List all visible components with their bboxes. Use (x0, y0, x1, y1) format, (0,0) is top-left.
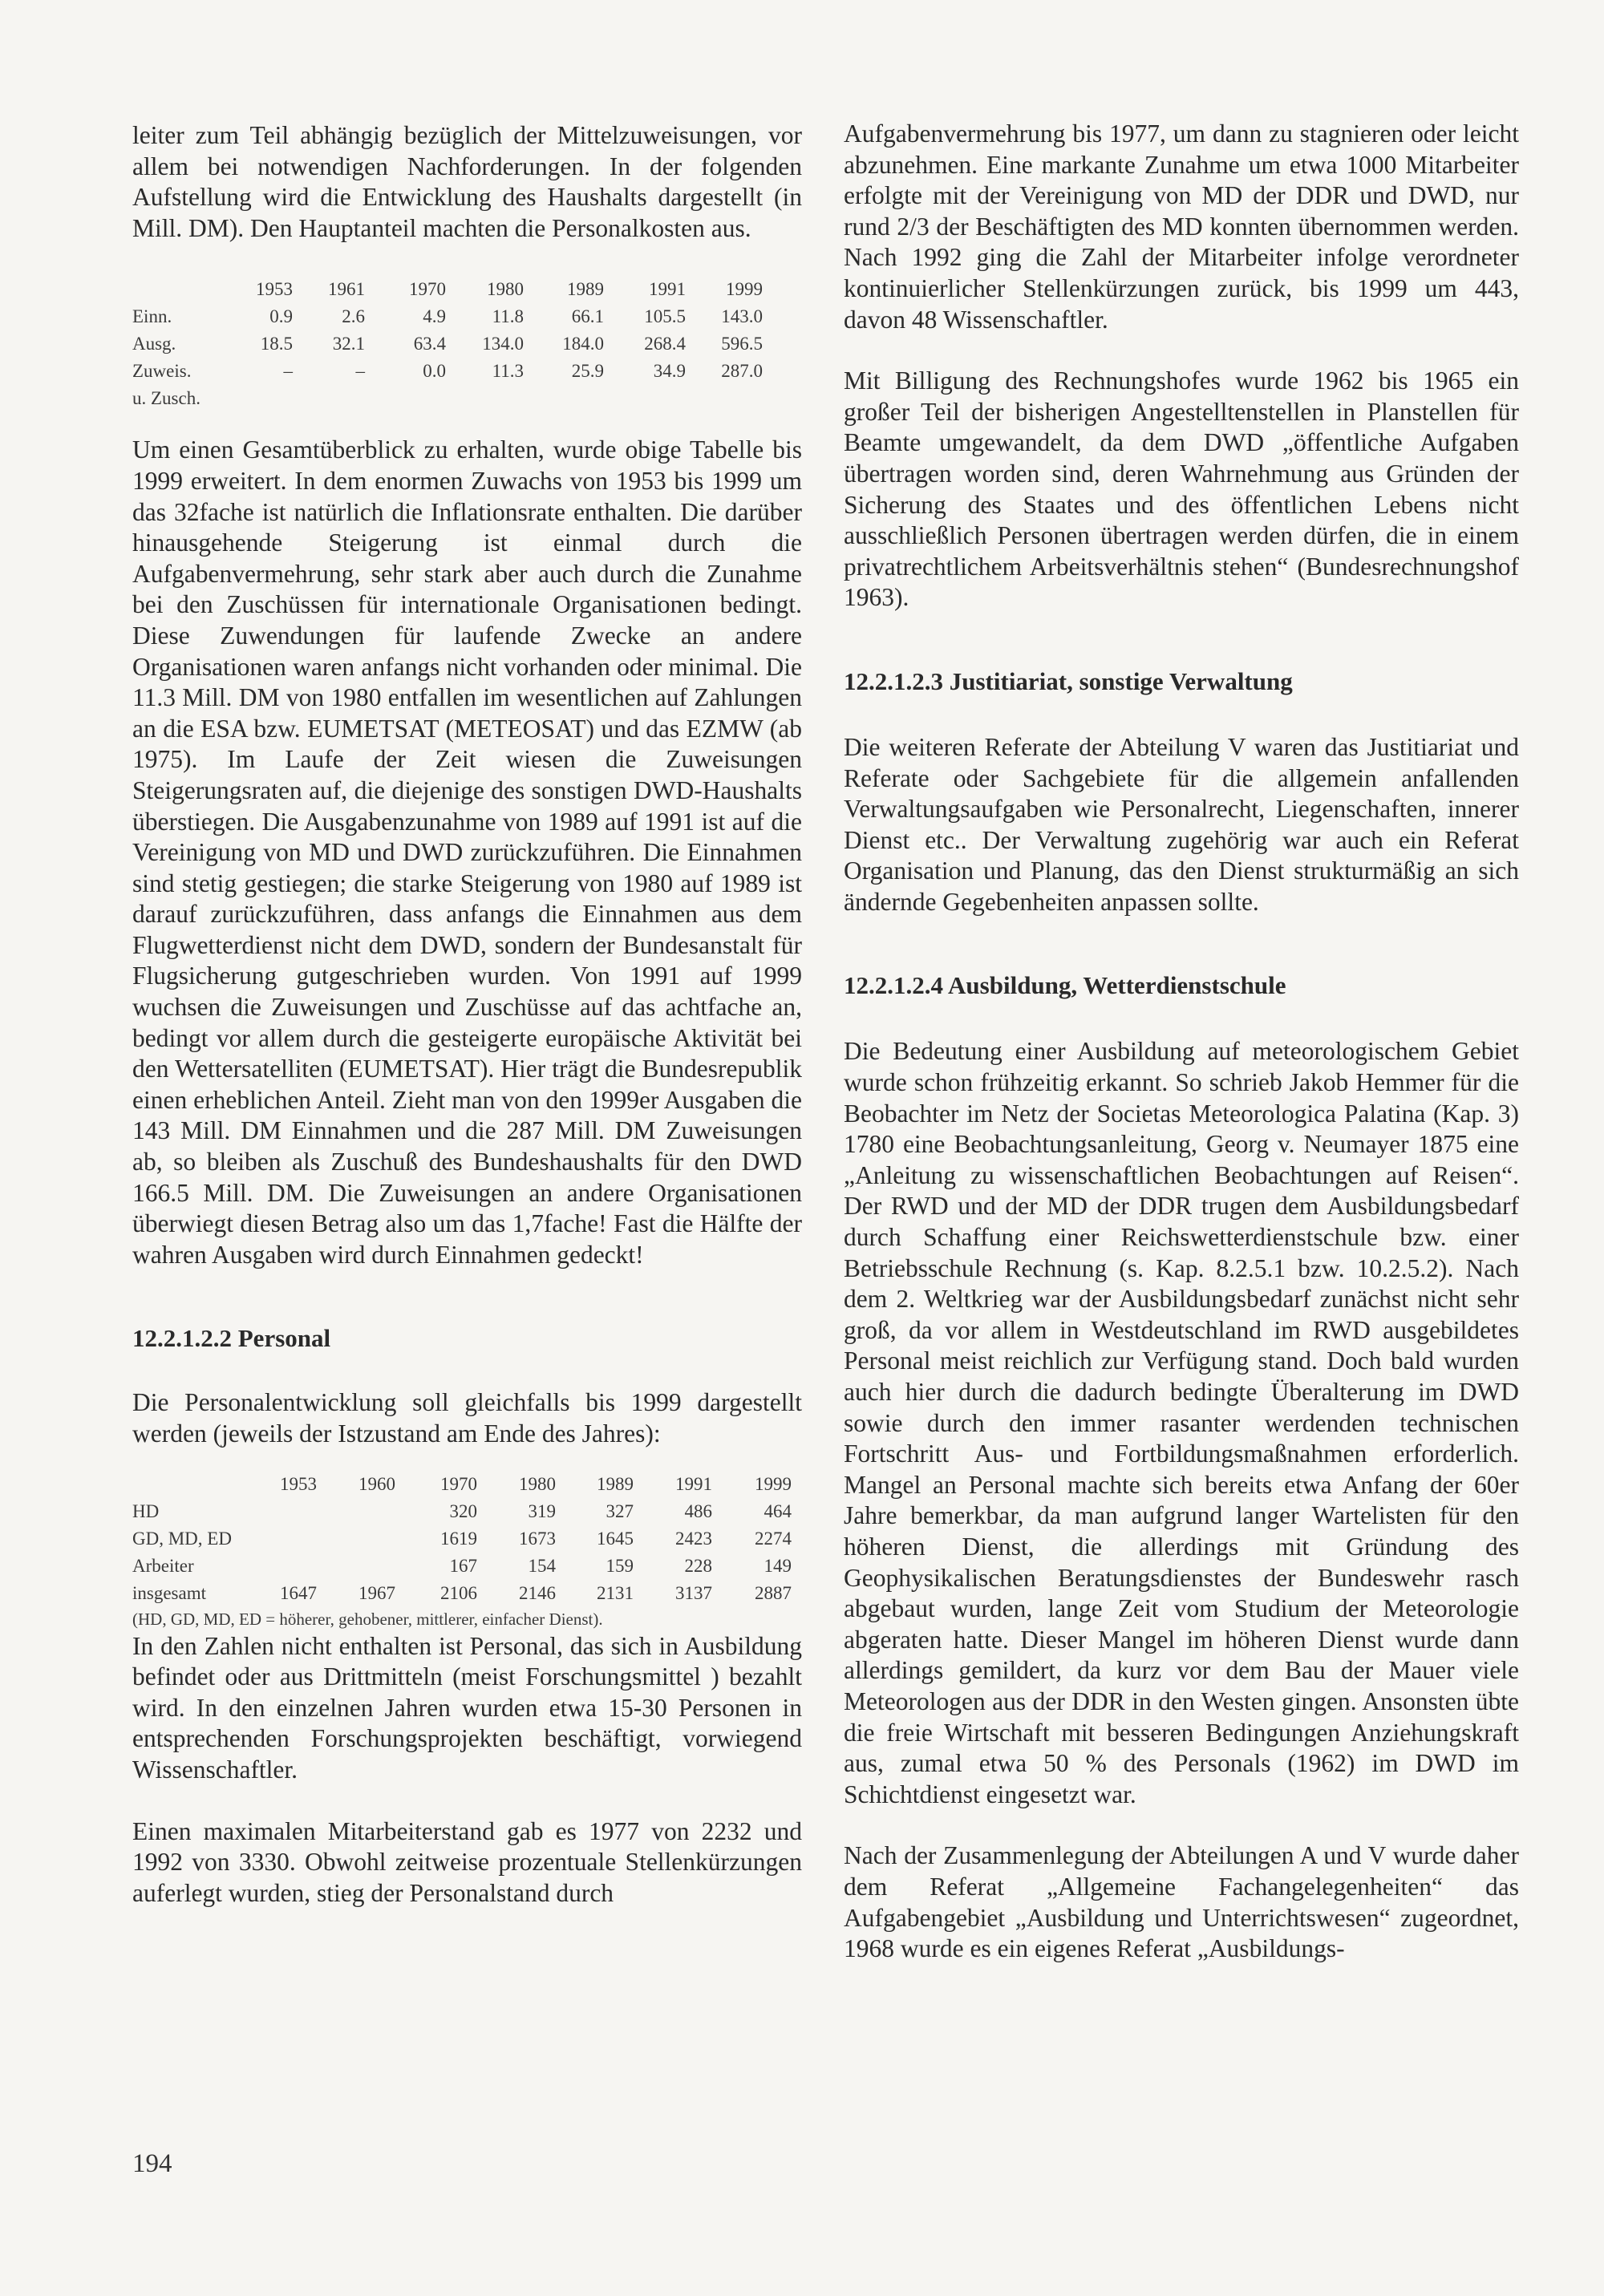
row-label: HD (132, 1500, 160, 1521)
table-cell: 319 (528, 1500, 556, 1521)
table-header-row (132, 1471, 802, 1498)
table-row (132, 330, 802, 358)
paragraph: Mit Billigung des Rechnungshofes wurde 1962 bis 1965 ein großer Teil der bisherigen Angestelltenstellen in Planstellen für Beamte umgewandelt, da dem DWD „öffentliche Aufgaben übertragen worden sind, deren Wahrnehmung aus Gründen der Sicherung des Staates und des öffentlichen Lebens nicht ausschließlich Personen übertragen werden dürfen, die in einem privatrechtlichem Arbeitsverhältnis stehen“ (Bundesrechnungshof 1963). (844, 366, 1519, 612)
row-label: Zuweis. (132, 361, 192, 382)
table-cell: 228 (684, 1555, 712, 1576)
table-cell: 464 (764, 1500, 792, 1521)
table-cell: 2887 (755, 1582, 792, 1603)
table-cell: 184.0 (562, 334, 604, 354)
table-cell: 18.5 (260, 334, 293, 354)
right-column (844, 119, 1519, 1965)
row-label: GD, MD, ED (132, 1528, 232, 1549)
column-header: 1989 (597, 1473, 634, 1494)
table-row (132, 1525, 802, 1553)
budget-table (132, 276, 802, 412)
table-cell: 134.0 (482, 334, 524, 354)
table-cell: 11.3 (492, 361, 524, 382)
paragraph: Die weiteren Referate der Abteilung V waren das Justitiariat und Referate oder Sachgebiete für die allgemein anfallenden Verwaltungsaufgaben wie Personalrecht, Liegenschaften, innerer Dienst etc.. Der Verwaltung zugehörig war auch ein Referat Organisation und Planung, das den Dienst strukturmäßig an sich ändernde Gegebenheiten anpassen sollte. (844, 732, 1519, 916)
table-cell: 1673 (519, 1528, 556, 1549)
table-note: (HD, GD, MD, ED = höherer, gehobener, mittlerer, einfacher Dienst). (132, 1609, 603, 1629)
paragraph: Aufgabenvermehrung bis 1977, um dann zu stagnieren oder leicht abzunehmen. Eine markante Zunahme um etwa 1000 Mitarbeiter erfolgte mit der Vereinigung von MD der DDR und DWD, nur rund 2/3 der Beschäftigten des MD konnten übernommen werden. Nach 1992 ging die Zahl der Mitarbeiter infolge verordneter kontinuierlicher Stellenkürzungen zurück, bis 1999 um 443, davon 48 Wissenschaftler. (844, 119, 1519, 334)
table-cell: 2.6 (342, 306, 365, 327)
table-cell: 63.4 (413, 334, 446, 354)
table-cell: 0.9 (269, 306, 293, 327)
table-row (132, 1553, 802, 1580)
column-header: 1991 (675, 1473, 712, 1494)
table-cell: 1647 (280, 1582, 317, 1603)
table-cell: 268.4 (644, 334, 686, 354)
row-label: insgesamt (132, 1582, 206, 1603)
row-label: Ausg. (132, 334, 176, 354)
table-cell: 0.0 (423, 361, 446, 382)
table-cell: 32.1 (332, 334, 365, 354)
column-header: 1980 (487, 279, 524, 300)
table-cell: 143.0 (721, 306, 763, 327)
table-cell: 2106 (440, 1582, 477, 1603)
paragraph: Nach der Zusammenlegung der Abteilungen A und V wurde daher dem Referat „Allgemeine Fachangelegenheiten“ das Aufgabengebiet „Ausbildung und Unterrichtswesen“ zugeordnet, 1968 wurde es ein eigenes Referat „Ausbildungs- (844, 1841, 1519, 1963)
table-cell: 287.0 (721, 361, 763, 382)
table-row (132, 358, 802, 385)
section-heading-personal: 12.2.1.2.2 Personal (132, 1324, 331, 1353)
section-heading-ausbildung: 12.2.1.2.4 Ausbildung, Wetterdienstschule (844, 971, 1286, 1000)
table-cell: 149 (764, 1555, 792, 1576)
table-cell: 105.5 (644, 306, 686, 327)
table-cell: 4.9 (423, 306, 446, 327)
paragraph: Die Bedeutung einer Ausbildung auf meteorologischem Gebiet wurde schon frühzeitig erkannt. So schrieb Jakob Hemmer für die Beobachter im Netz der Societas Meteorologica Palatina (Kap. 3) 1780 eine Beobachtungsanleitung, Georg v. Neumayer 1875 eine „Anleitung zu wissenschaftlichen Beobachtungen auf Reisen“. Der RWD und der MD der DDR trugen dem Ausbildungsbedarf durch Schaffung einer Reichswetterdienstschule bzw. einer Betriebsschule Rechnung (s. Kap. 8.2.5.1 bzw. 10.2.5.2). Nach dem 2. Weltkrieg war der Ausbildungsbedarf zunächst nicht sehr groß, da vor allem in Westdeutschland im RWD ausgebildetes Personal meist reichlich zur Verfügung stand. Doch bald wurden auch hier durch die dadurch bedingte Überalterung im DWD sowie durch den immer rasanter werdenden technischen Fortschritt Aus- und Fortbildungsmaßnahmen erforderlich. Mangel an Personal machte sich bereits etwa Anfang der 60er Jahre bemerkbar, da man aufgrund langer Wartelisten für den höheren Dienst, die allerdings mit Gründung des Geophysikalischen Beratungsdienstes der Bundeswehr rasch abgebaut wurden, lange Zeit vom Studium der Meteorologie abgeraten hatte. Dieser Mangel im höheren Dienst wurde dann allerdings gemildert, da kurz vor dem Bau der Mauer viele Meteorologen aus der DDR in den Westen gingen. Ansonsten übte die freie Wirtschaft mit besseren Bedingungen Anziehungskraft aus, zumal etwa 50 % des Personals (1962) im DWD im Schichtdienst eingesetzt war. (844, 1037, 1519, 1808)
table-cell: 1645 (597, 1528, 634, 1549)
table-cell: 34.9 (653, 361, 686, 382)
row-label: Einn. (132, 306, 172, 327)
paragraph: Einen maximalen Mitarbeiterstand gab es 1977 von 2232 und 1992 von 3330. Obwohl zeitweise prozentuale Stellenkürzungen auferlegt wurden, stieg der Personalstand durch (132, 1816, 802, 1907)
personnel-table (132, 1471, 802, 1607)
table-header-row (132, 276, 802, 303)
column-header: 1991 (649, 279, 686, 300)
column-header: 1980 (519, 1473, 556, 1494)
paragraph: In den Zahlen nicht enthalten ist Personal, das sich in Ausbildung befindet oder aus Drittmitteln (meist Forschungsmittel ) bezahlt wird. In den einzelnen Jahren wurden etwa 15-30 Personen in entsprechenden Forschungsprojekten beschäftigt, vorwiegend Wissenschaftler. (132, 1631, 802, 1784)
table-cell: – (283, 361, 293, 382)
table-cell: 327 (606, 1500, 634, 1521)
paragraph: Um einen Gesamtüberblick zu erhalten, wurde obige Tabelle bis 1999 erweitert. In dem enormen Zuwachs von 1953 bis 1999 um das 32fache ist natürlich die Inflationsrate enthalten. Die darüber hinausgehende Steigerung ist einmal durch die Aufgabenvermehrung, sehr stark aber auch durch die Zunahme bei den Zuschüssen für internationale Organisationen bedingt. Diese Zuwendungen für laufende Zwecke an andere Organisationen waren anfangs nicht vorhanden oder minimal. Die 11.3 Mill. DM von 1980 entfallen im wesentlichen auf Zahlungen an die ESA bzw. EUMETSAT (METEOSAT) und das EZMW (ab 1975). Im Laufe der Zeit wiesen die Zuweisungen Steigerungsraten auf, die diejenige des sonstigen DWD-Haushalts überstiegen. Die Ausgabenzunahme von 1989 auf 1991 ist auf die Vereinigung von MD und DWD zurückzuführen. Die Einnahmen sind stetig gestiegen; die starke Steigerung von 1980 auf 1989 ist darauf zurückzuführen, dass anfangs die Einnahmen aus dem Flugwetterdienst nicht dem DWD, sondern der Bundesanstalt für Flugsicherung gutgeschrieben wurden. Von 1991 auf 1999 wuchsen die Zuweisungen und Zuschüsse auf das achtfache an, bedingt vor allem durch die gesteigerte europäische Aktivität bei den Wettersatelliten (EUMETSAT). Hier trägt die Bundesrepublik einen erheblichen Anteil. Zieht man von den 1999er Ausgaben die 143 Mill. DM Einnahmen und die 287 Mill. DM Zuweisungen ab, so bleiben als Zuschuß des Bundeshaushalts für den DWD 166.5 Mill. DM. Die Zuweisungen an andere Organisationen überwiegt diesen Betrag also um das 1,7fache! Fast die Hälfte der wahren Ausgaben wird durch Einnahmen gedeckt! (132, 435, 802, 1269)
left-column (132, 120, 802, 1909)
page-number: 194 (132, 2149, 172, 2178)
table-cell: 2146 (519, 1582, 556, 1603)
table-cell: 3137 (675, 1582, 712, 1603)
table-cell: – (355, 361, 365, 382)
table-row (132, 1580, 802, 1607)
paragraph: leiter zum Teil abhängig bezüglich der Mittelzuweisungen, vor allem bei notwendigen Nachforderungen. In der folgenden Aufstellung wird die Entwicklung des Haushalts dargestellt (in Mill. DM). Den Hauptanteil machten die Personalkosten aus. (132, 121, 802, 242)
table-cell: 167 (449, 1555, 477, 1576)
paragraph: Die Personalentwicklung soll gleichfalls bis 1999 dargestellt werden (jeweils der Istzustand am Ende des Jahres): (132, 1388, 802, 1448)
table-row (132, 1498, 802, 1525)
table-cell: 1967 (358, 1582, 395, 1603)
row-label: Arbeiter (132, 1555, 194, 1576)
table-cell: 159 (606, 1555, 634, 1576)
column-header: 1961 (328, 279, 365, 300)
table-cell: 596.5 (721, 334, 763, 354)
table-row (132, 303, 802, 330)
table-cell: 486 (684, 1500, 712, 1521)
table-cell: 1619 (440, 1528, 477, 1549)
column-header: 1999 (726, 279, 763, 300)
column-header: 1970 (409, 279, 446, 300)
table-cell: 25.9 (571, 361, 604, 382)
table-cell: 2423 (675, 1528, 712, 1549)
column-header: 1960 (358, 1473, 395, 1494)
table-row (132, 385, 802, 412)
row-label: u. Zusch. (132, 388, 200, 409)
table-cell: 2274 (755, 1528, 792, 1549)
column-header: 1999 (755, 1473, 792, 1494)
column-header: 1953 (280, 1473, 317, 1494)
table-cell: 2131 (597, 1582, 634, 1603)
table-cell: 66.1 (571, 306, 604, 327)
table-cell: 154 (528, 1555, 556, 1576)
section-heading-justitiariat: 12.2.1.2.3 Justitiariat, sonstige Verwaltung (844, 666, 1293, 695)
column-header: 1989 (567, 279, 604, 300)
table-cell: 320 (449, 1500, 477, 1521)
column-header: 1953 (256, 279, 293, 300)
column-header: 1970 (440, 1473, 477, 1494)
table-cell: 11.8 (492, 306, 524, 327)
